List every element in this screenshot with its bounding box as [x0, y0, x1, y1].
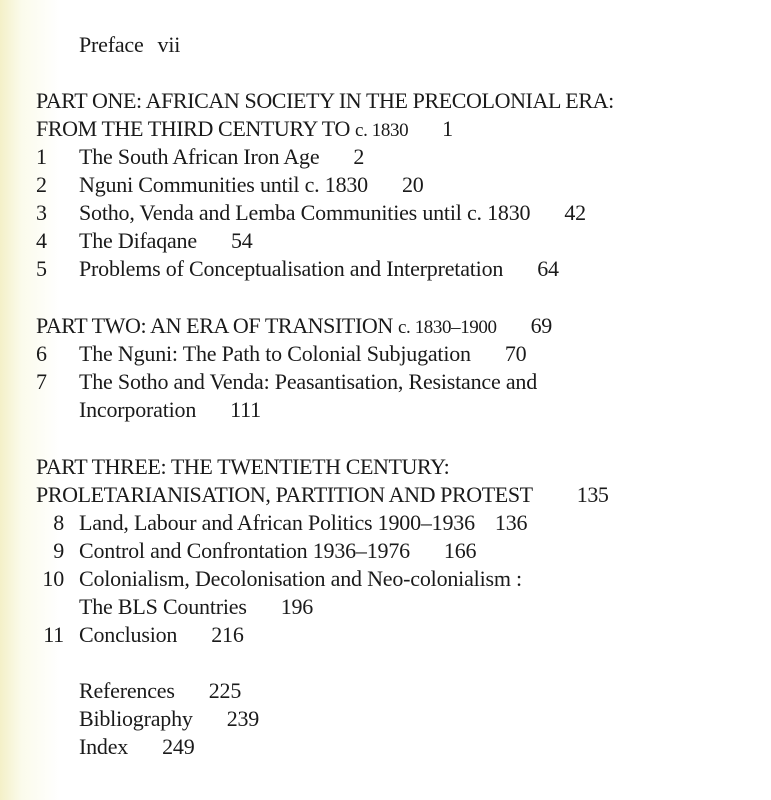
entry-page: 225 [208, 678, 242, 703]
toc-entry-references [79, 677, 241, 705]
chapter-title: Problems of Conceptualisation and Interpretation [79, 256, 504, 281]
toc-entry-index [79, 733, 195, 761]
chapter-title: Nguni Communities until c. 1830 [79, 172, 368, 197]
chapter-title: The Sotho and Venda: Peasantisation, Resistance and [79, 369, 538, 394]
toc-chapter-10 [36, 565, 522, 593]
toc-chapter-3 [36, 199, 586, 227]
chapter-title: Colonialism, Decolonisation and Neo-colonialism : [79, 566, 522, 591]
chapter-title-continued: Incorporation [79, 397, 197, 422]
toc-chapter-11 [36, 621, 244, 649]
toc-chapter-10-continued [79, 593, 313, 621]
chapter-page: 42 [564, 200, 586, 225]
chapter-page: 70 [504, 341, 527, 366]
chapter-title: The Nguni: The Path to Colonial Subjugation [79, 341, 471, 366]
part-title-date: c. 1830 [355, 120, 409, 141]
chapter-title: Sotho, Venda and Lemba Communities until c. 1830 [79, 200, 531, 225]
toc-chapter-4 [36, 227, 253, 255]
chapter-number: 4 [36, 228, 47, 253]
part-three-heading-line2 [36, 481, 609, 509]
part-page: 135 [576, 482, 609, 507]
chapter-title: Control and Confrontation 1936–1976 [79, 538, 410, 563]
chapter-number: 5 [36, 256, 47, 281]
chapter-number: 7 [36, 369, 47, 394]
entry-page: 239 [226, 706, 260, 731]
entry-title: Index [79, 734, 129, 759]
chapter-number: 6 [36, 341, 47, 366]
toc-entry-preface [79, 31, 180, 59]
chapter-title-continued: The BLS Countries [79, 594, 247, 619]
chapter-title: Land, Labour and African Politics 1900–1936 [79, 510, 475, 535]
part-two-heading [36, 312, 552, 342]
part-title-line2: PROLETARIANISATION, PARTITION AND PROTEST [36, 482, 533, 507]
part-three-heading [36, 453, 449, 481]
toc-chapter-6 [36, 340, 526, 368]
chapter-number: 11 [43, 622, 64, 647]
entry-title: Preface [79, 32, 144, 57]
part-title-line1: PART ONE: AFRICAN SOCIETY IN THE PRECOLONIAL ERA: [36, 88, 614, 113]
toc-entry-bibliography [79, 705, 259, 733]
entry-page: vii [157, 32, 181, 57]
part-one-heading [36, 87, 614, 115]
part-title: PART TWO: AN ERA OF TRANSITION [36, 313, 398, 338]
chapter-page: 166 [443, 538, 477, 563]
part-page: 69 [530, 313, 552, 338]
toc-chapter-7-continued [79, 396, 261, 424]
chapter-number: 2 [36, 172, 47, 197]
chapter-title: The Difaqane [79, 228, 197, 253]
toc-chapter-1 [36, 143, 364, 171]
toc-chapter-7 [36, 368, 537, 396]
chapter-page: 196 [280, 594, 314, 619]
chapter-title: Conclusion [79, 622, 178, 647]
chapter-page: 54 [230, 228, 253, 253]
chapter-page: 136 [494, 510, 528, 535]
toc-chapter-9 [36, 537, 476, 565]
chapter-number: 1 [36, 144, 47, 169]
chapter-page: 64 [537, 256, 559, 281]
part-one-heading-line2 [36, 115, 453, 145]
chapter-page: 20 [401, 172, 424, 197]
entry-page: 249 [162, 734, 195, 759]
part-title-date: c. 1830–1900 [397, 317, 497, 338]
part-title-line1: PART THREE: THE TWENTIETH CENTURY: [36, 454, 450, 479]
toc-chapter-5 [36, 255, 559, 283]
chapter-page: 2 [353, 144, 365, 169]
part-title-line2: FROM THE THIRD CENTURY TO [36, 116, 356, 141]
chapter-page: 111 [230, 397, 261, 422]
chapter-number: 8 [53, 510, 64, 535]
entry-title: References [79, 678, 175, 703]
chapter-number: 3 [36, 200, 47, 225]
chapter-number: 9 [53, 538, 64, 563]
entry-title: Bibliography [79, 706, 193, 731]
chapter-page: 216 [211, 622, 244, 647]
chapter-number: 10 [42, 566, 64, 591]
toc-chapter-8 [36, 509, 527, 537]
toc-chapter-2 [36, 171, 424, 199]
part-page: 1 [442, 116, 453, 141]
chapter-title: The South African Iron Age [79, 144, 320, 169]
